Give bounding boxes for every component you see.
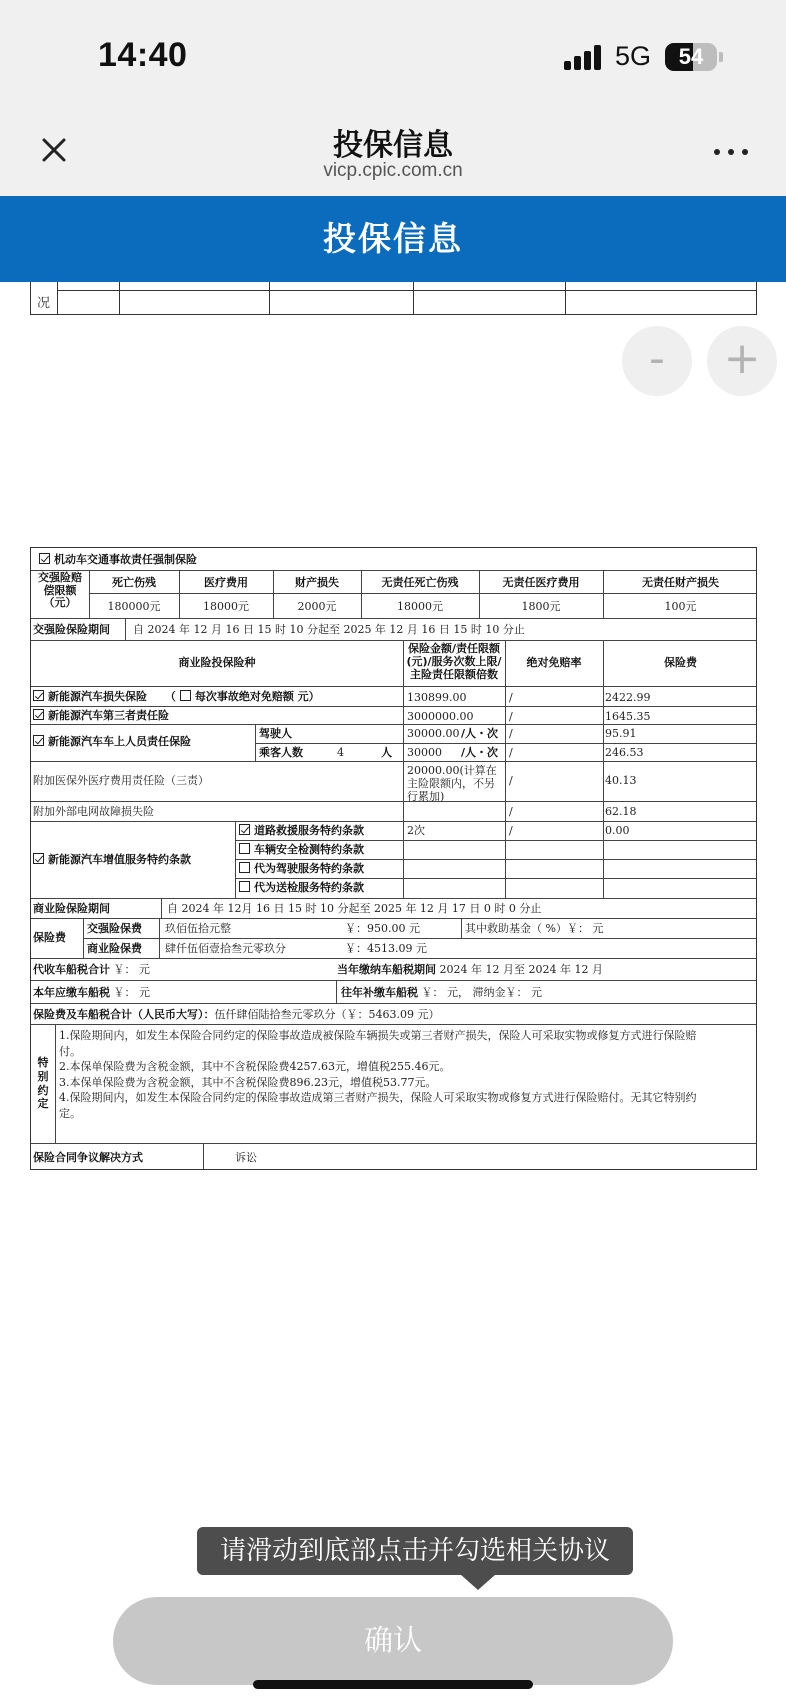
header-kind: 商业险投保险种 <box>178 656 256 669</box>
tax-collect: 代收车船税合计 ￥： 元 <box>33 963 150 976</box>
inspection-checkbox[interactable] <box>239 881 250 892</box>
driver-label: 驾驶人 <box>259 727 292 740</box>
special-line-5: 4.保险期间内，如发生本保险合同约定的保险事故造成第三者财产损失，保险人可采取实物或修复方式进行保险赔付。无其它特别约 <box>59 1091 697 1105</box>
ci-col-death: 死亡伤残 <box>112 576 156 589</box>
service-item-rescue: 道路救援服务特约条款 <box>239 824 364 837</box>
row-third-party: 新能源汽车第三者责任险 <box>33 709 169 722</box>
header-deductible: 绝对免赔率 <box>526 656 582 669</box>
battery-level: 54 <box>678 44 704 69</box>
passenger-premium: 246.53 <box>605 746 644 759</box>
battery-tip <box>719 52 723 62</box>
signal-icon <box>564 44 604 70</box>
header-premium: 保险费 <box>664 656 697 669</box>
fragment-text: 况 <box>37 296 51 311</box>
passenger-amount: 30000 <box>407 746 442 759</box>
row-medical-extra: 附加医保外医疗费用责任险（三责） <box>33 774 209 787</box>
fee-ci-cn: 玖佰伍拾元整 <box>165 922 231 935</box>
rescue-premium: 0.00 <box>605 824 630 837</box>
ci-col-nofault-property: 无责任财产损失 <box>642 576 719 589</box>
special-line-1: 1.保险期间内，如发生本保险合同约定的保险事故造成被保险车辆损失或第三者财产损失，保险人可采取实物或修复方式进行保险赔 <box>59 1029 697 1042</box>
toast-arrow <box>460 1574 496 1590</box>
more-button[interactable] <box>714 146 750 158</box>
third-party-amount: 3000000.00 <box>407 710 474 723</box>
special-line-6: 定。 <box>59 1107 81 1121</box>
browser-nav-bar <box>0 112 786 196</box>
tax-period: 当年缴纳车船税期间 2024 年 12 月至 2024 年 12 月 <box>337 963 603 976</box>
zoom-out-button[interactable]: - <box>622 326 692 396</box>
status-bar <box>0 0 786 112</box>
ci-value-nofault-death: 18000元 <box>397 600 443 613</box>
service-item-driving: 代为驾驶服务特约条款 <box>239 862 364 875</box>
rescue-ded: / <box>509 824 513 837</box>
medical-extra-ded: / <box>509 774 513 787</box>
policy-document <box>30 547 757 1170</box>
ci-col-medical: 医疗费用 <box>204 576 248 589</box>
third-party-ded: / <box>509 710 513 723</box>
safety-checkbox[interactable] <box>239 843 250 854</box>
driver-amount: 30000.00 <box>407 727 460 740</box>
ci-checkbox[interactable] <box>39 553 50 564</box>
service-item-safety: 车辆安全检测特约条款 <box>239 843 364 856</box>
medical-extra-premium: 40.13 <box>605 774 637 787</box>
status-time: 14:40 <box>98 36 188 74</box>
deductible-checkbox[interactable] <box>180 690 191 701</box>
confirm-button[interactable]: 确认 <box>113 1597 673 1685</box>
passenger-unit: /人・次 <box>461 746 499 759</box>
fee-biz-label: 商业险保费 <box>87 942 142 955</box>
fee-label: 保险费 <box>33 931 66 944</box>
service-item-inspection: 代为送检服务特约条款 <box>239 881 364 894</box>
rescue-checkbox[interactable] <box>239 824 250 835</box>
ci-period-value: 自 2024 年 12 月 16 日 15 时 10 分起至 2025 年 12 月 16 日 15 时 10 分止 <box>133 623 525 636</box>
grid-failure-ded: / <box>509 805 513 818</box>
ci-value-nofault-medical: 1800元 <box>521 600 561 613</box>
battery-icon <box>665 43 717 71</box>
header-title: 投保信息 <box>0 196 786 282</box>
ci-limit-label: 交强险赔偿限额（元） <box>38 571 82 610</box>
tax-due: 本年应缴车船税 ￥： 元 <box>33 986 150 999</box>
ci-value-death: 180000元 <box>107 600 161 613</box>
ci-col-property: 财产损失 <box>295 576 339 589</box>
ci-col-nofault-medical: 无责任医疗费用 <box>502 576 580 589</box>
network-type: 5G <box>615 41 652 71</box>
driving-checkbox[interactable] <box>239 862 250 873</box>
fee-ci-amount: ￥：950.00 元 <box>345 922 420 935</box>
driver-ded: / <box>509 727 513 740</box>
ci-value-property: 2000元 <box>297 600 337 613</box>
total-row: 保险费及车船税合计（人民币大写）：伍仟肆佰陆拾叁元零玖分（￥：5463.09 元） <box>33 1008 440 1021</box>
special-line-2: 付。 <box>59 1044 81 1058</box>
ci-title: 机动车交通事故责任强制保险 <box>54 553 197 566</box>
vehicle-loss-checkbox[interactable] <box>33 690 44 701</box>
rescue-amount: 2次 <box>407 824 425 837</box>
passenger-count: 4 <box>337 746 344 759</box>
vehicle-loss-premium: 2422.99 <box>605 691 651 704</box>
fee-fund: 其中救助基金（ %）￥： 元 <box>465 922 604 935</box>
ci-value-nofault-property: 100元 <box>664 600 697 613</box>
home-indicator <box>253 1680 533 1689</box>
driver-unit: /人・次 <box>461 727 499 740</box>
row-grid-failure: 附加外部电网故障损失险 <box>33 805 154 818</box>
ci-col-nofault-death: 无责任死亡伤残 <box>381 576 459 589</box>
medical-extra-amount: 20000.00(计算在主险限额内，不另行累加) <box>407 764 497 804</box>
fee-biz-cn: 肆仟伍佰壹拾叁元零玖分 <box>165 942 286 955</box>
previous-table-fragment <box>30 282 757 315</box>
third-party-premium: 1645.35 <box>605 710 651 723</box>
zoom-in-button[interactable]: + <box>707 326 777 396</box>
fee-ci-label: 交强险保费 <box>87 922 142 935</box>
biz-period-label: 商业险保险期间 <box>33 902 110 915</box>
third-party-checkbox[interactable] <box>33 709 44 720</box>
vehicle-loss-amount: 130899.00 <box>407 691 467 704</box>
biz-period-value: 自 2024 年 12月 16 日 15 时 10 分起至 2025 年 12 月 17 日 0 时 0 分止 <box>167 902 542 915</box>
ci-period-label: 交强险保险期间 <box>33 623 110 636</box>
ci-value-medical: 18000元 <box>203 600 249 613</box>
tax-past: 往年补缴车船税 ￥： 元， 滞纳金￥： 元 <box>341 986 542 999</box>
fee-biz-amount: ￥：4513.09 元 <box>345 942 427 955</box>
header-amount: 保险金额/责任限额(元)/服务次数上限/主险责任限额倍数 <box>406 642 502 682</box>
page-title: 投保信息 <box>333 128 453 163</box>
dispute-value: 诉讼 <box>235 1151 257 1164</box>
scroll-hint-toast: 请滑动到底部点击并勾选相关协议 <box>197 1527 633 1575</box>
passenger-count-unit: 人 <box>381 746 392 759</box>
special-line-4: 3.本保单保险费为含税金额，其中不含税保险费896.23元，增值税53.77元。 <box>59 1075 437 1089</box>
passenger-label: 乘客人数 <box>259 746 303 759</box>
passenger-ded: / <box>509 746 513 759</box>
onboard-checkbox[interactable] <box>33 735 44 746</box>
driver-premium: 95.91 <box>605 727 637 740</box>
dispute-label: 保险合同争议解决方式 <box>33 1151 143 1164</box>
page-url: vicp.cpic.com.cn <box>323 160 463 181</box>
special-text <box>59 1028 697 1122</box>
service-checkbox[interactable] <box>33 853 44 864</box>
special-label: 特别约定 <box>37 1056 49 1111</box>
special-line-3: 2.本保单保险费为含税金额，其中不含税保险费4257.63元，增值税255.46元。 <box>59 1060 451 1074</box>
row-onboard: 新能源汽车车上人员责任保险 <box>33 735 191 748</box>
row-service: 新能源汽车增值服务特约条款 <box>33 853 191 866</box>
row-vehicle-loss: 新能源汽车损失保险 （ 每次事故绝对免赔额 元） <box>33 690 320 703</box>
vehicle-loss-ded: / <box>509 691 513 704</box>
grid-failure-premium: 62.18 <box>605 805 637 818</box>
more-icon <box>714 149 720 155</box>
